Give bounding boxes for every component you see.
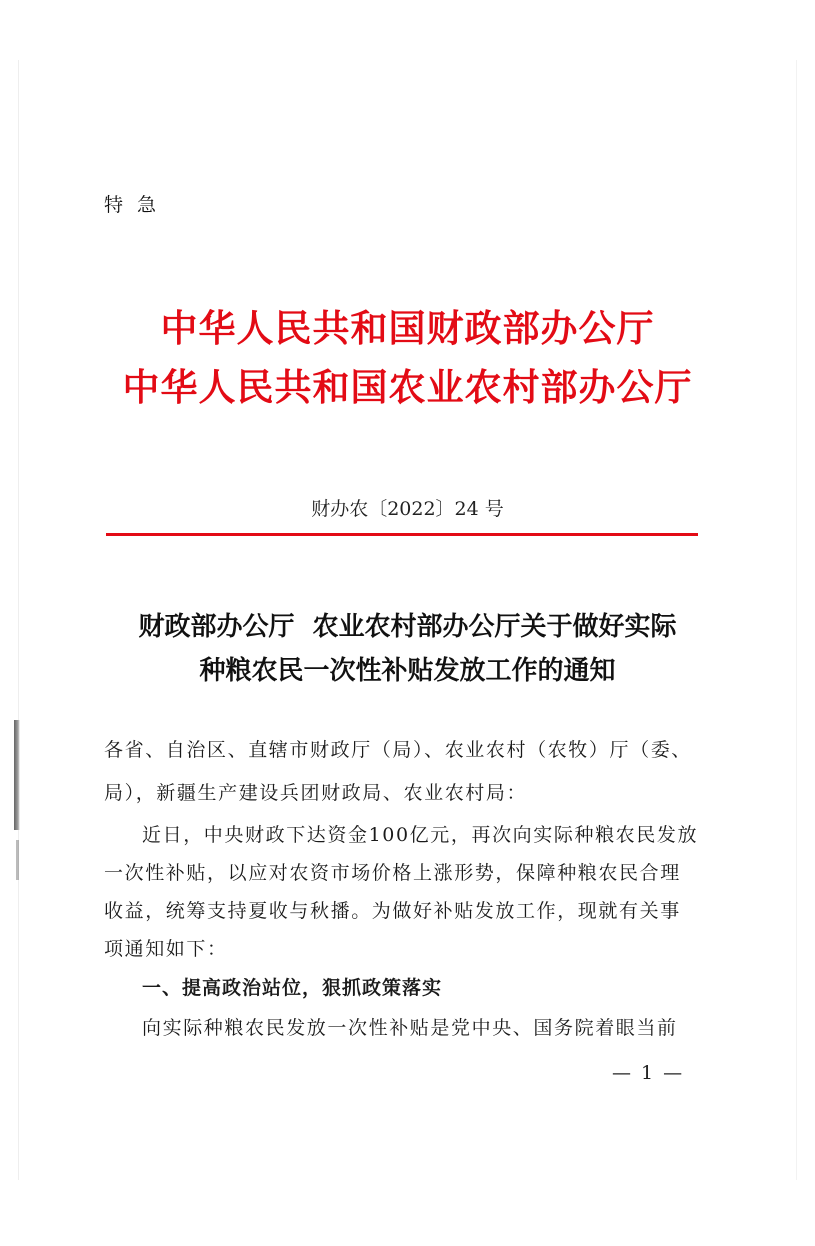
document-title-line-1: 财政部办公厅 农业农村部办公厅关于做好实际 xyxy=(138,612,677,642)
section-1-line-1: 向实际种粮农民发放一次性补贴是党中央、国务院着眼当前 xyxy=(142,1017,678,1039)
section-1-heading: 一、提高政治站位，狠抓政策落实 xyxy=(142,977,443,999)
urgency-label: 特急 xyxy=(104,194,171,216)
page-number: — 1 — xyxy=(612,1062,685,1084)
recipients-line-2: 局），新疆生产建设兵团财政局、农业农村局： xyxy=(104,782,528,804)
paragraph-1-line-4: 项通知如下： xyxy=(104,938,228,960)
issuer-line-1: 中华人民共和国财政部办公厅 xyxy=(160,306,655,350)
scan-shadow-mark-small xyxy=(16,840,19,880)
paragraph-1-line-2: 一次性补贴，以应对农资市场价格上涨形势，保障种粮农民合理 xyxy=(104,862,681,884)
red-divider-rule xyxy=(106,533,698,536)
scan-shadow-mark xyxy=(14,720,20,830)
document-number: 财办农〔2022〕24 号 xyxy=(311,498,504,520)
paragraph-1-line-3: 收益，统筹支持夏收与秋播。为做好补贴发放工作，现就有关事 xyxy=(104,900,681,922)
paragraph-1-line-1: 近日，中央财政下达资金100亿元，再次向实际种粮农民发放 xyxy=(142,824,699,846)
document-title-line-2: 种粮农民一次性补贴发放工作的通知 xyxy=(199,656,616,686)
recipients-line-1: 各省、自治区、直辖市财政厅（局）、农业农村（农牧）厅（委、 xyxy=(104,739,692,761)
issuer-line-2: 中华人民共和国农业农村部办公厅 xyxy=(122,365,693,409)
